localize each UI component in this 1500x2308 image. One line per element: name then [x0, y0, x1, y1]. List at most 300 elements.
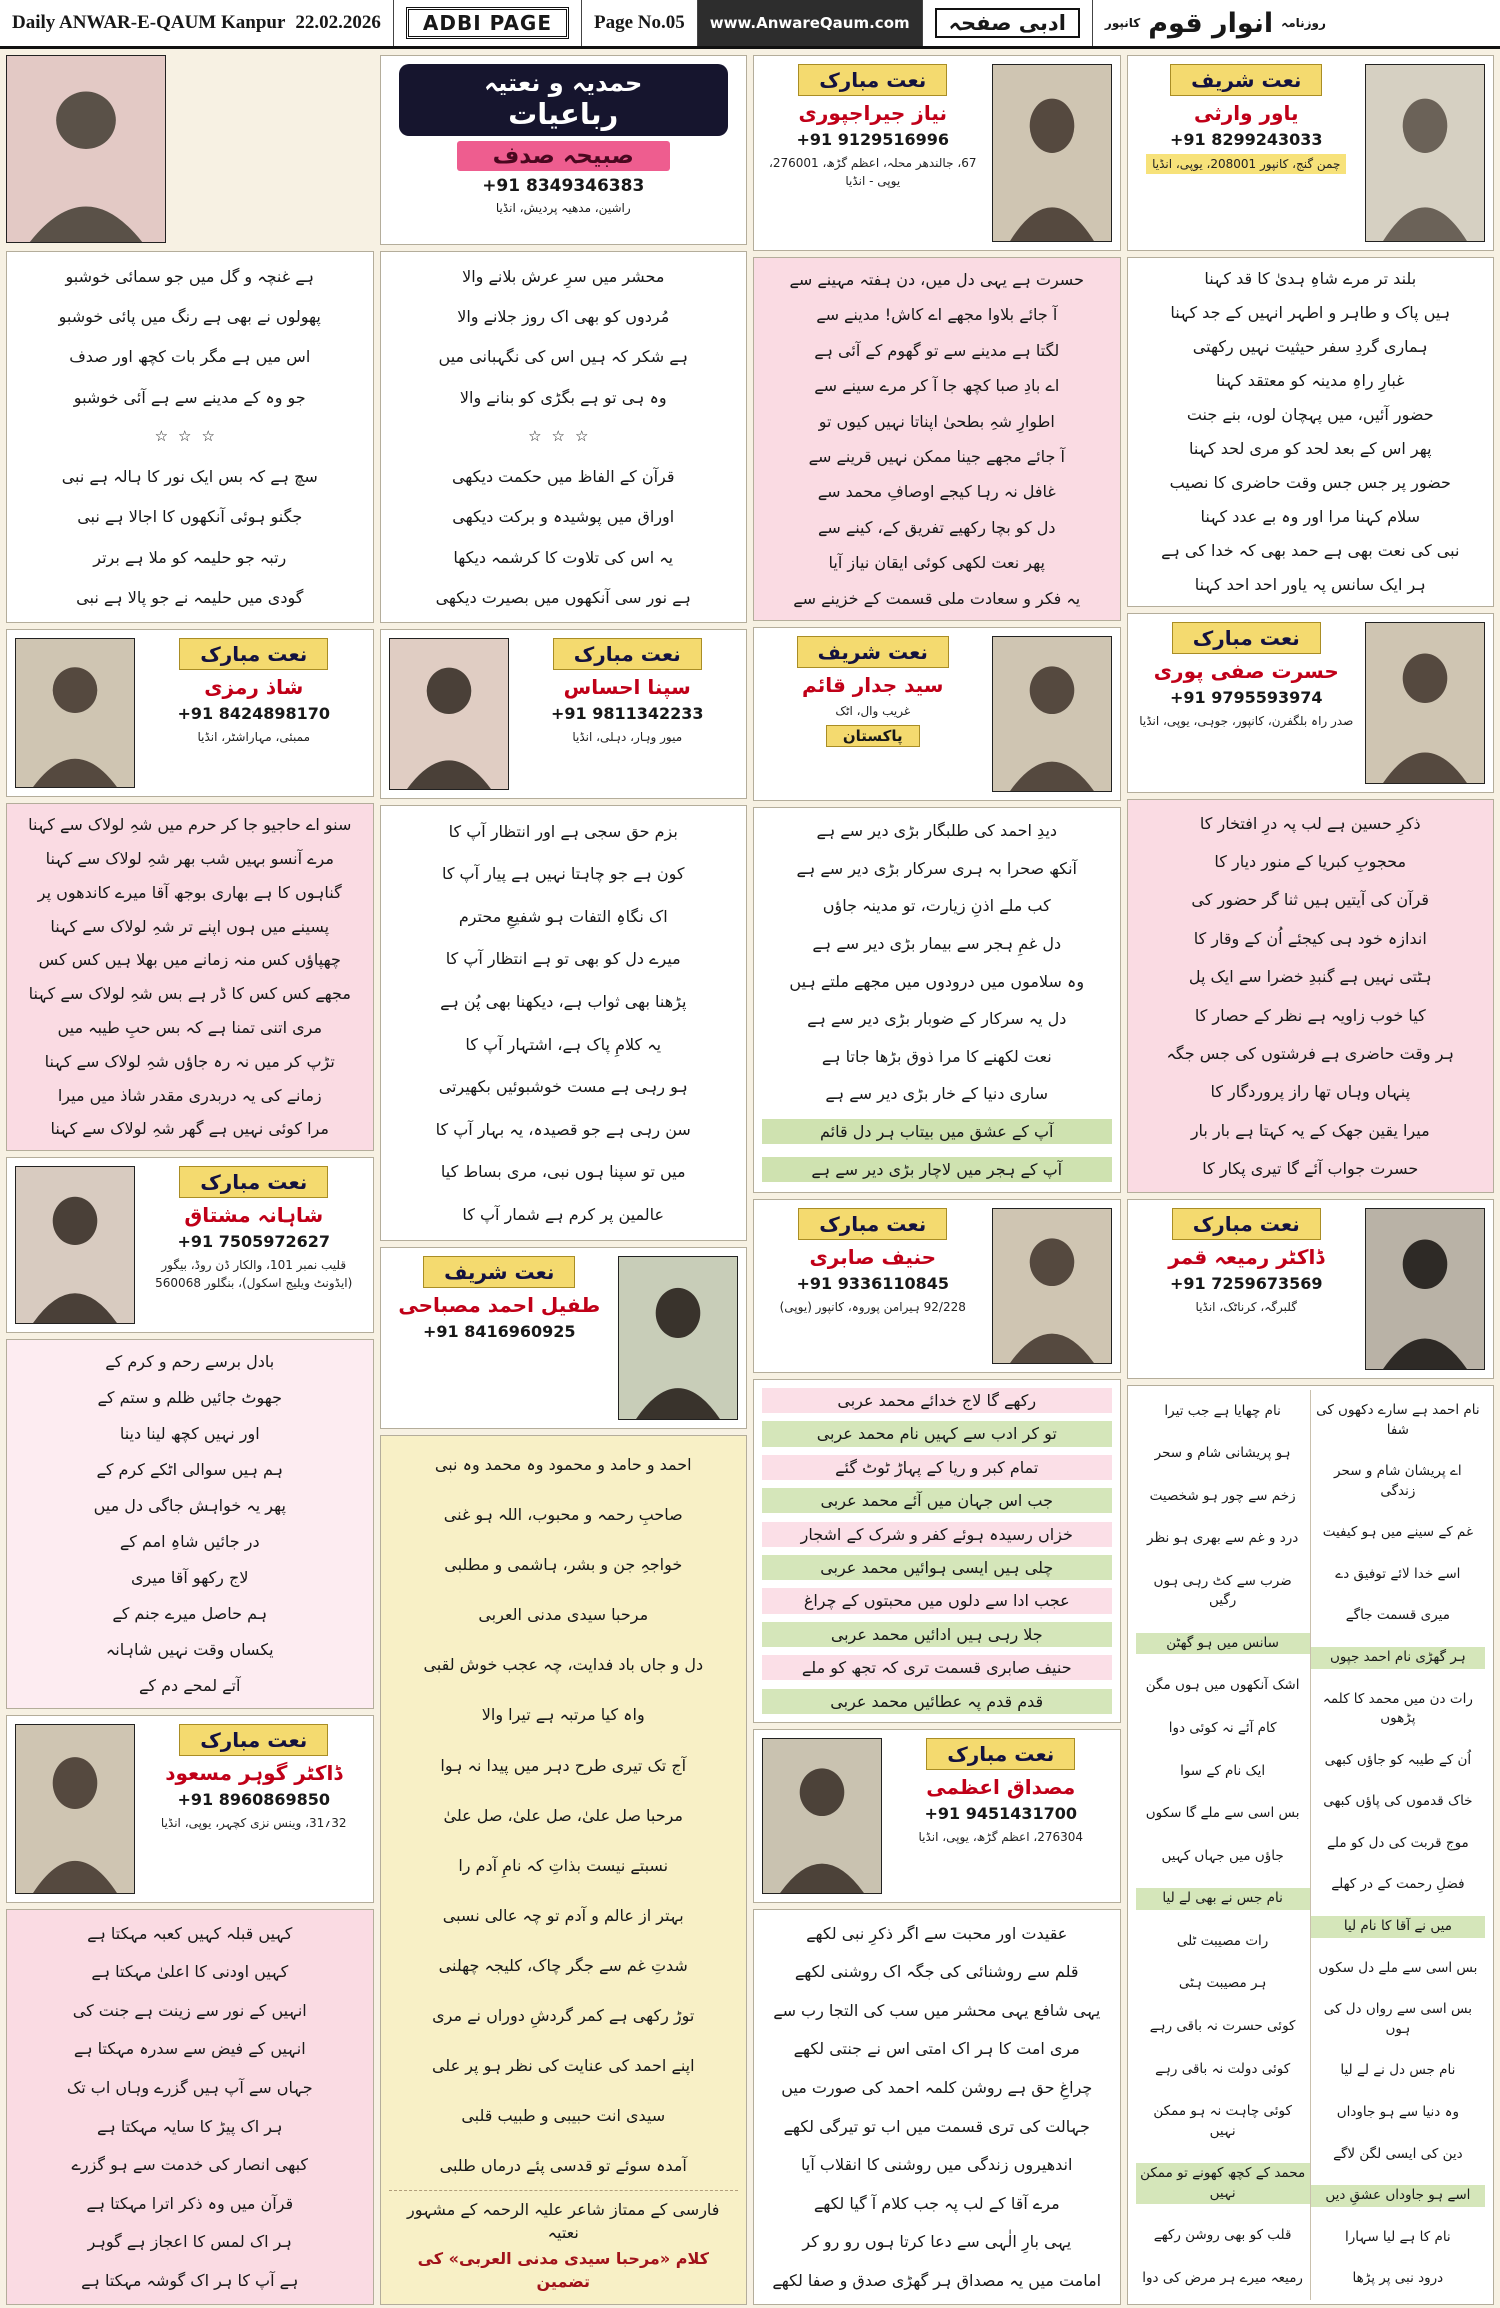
section-label-naat-mubarak: نعت مبارک: [553, 638, 702, 670]
poet-name: نیاز جیراجپوری: [798, 101, 947, 125]
verse-line: کہیں قبلہ کہیں کعبہ مہکتا ہے: [87, 1923, 293, 1943]
verse-line: فضلِ رحمت کے در کھلے: [1331, 1876, 1465, 1893]
verse-line: رتبہ جو حلیمہ کو ملا ہے برتر: [93, 547, 287, 567]
verse-line: آپ کے عشق میں بیتاب ہر دل قائم: [762, 1119, 1112, 1144]
verse-line: چراغِ حق ہے روشن کلمہ احمد کی صورت میں: [781, 2078, 1093, 2098]
section-label-naat-mubarak: نعت مبارک: [926, 1738, 1075, 1770]
verse-line: یہی شافع یہی محشر میں سب کی التجا رب سے: [773, 2000, 1101, 2020]
verse-line: دل کو بچا رکھیے تفریق کے، کینے سے: [817, 517, 1056, 537]
verse-line: میری قسمت جاگے: [1345, 1607, 1450, 1624]
poem-verses: [15, 1344, 365, 1704]
poet-phone: +91 9811342233: [550, 704, 704, 723]
section-label-naat-sharif: نعت شریف: [1170, 64, 1322, 96]
verse-line: موج قربت کی دل کو ملے: [1326, 1834, 1469, 1851]
verse-line: ہم حاصل میرے جنم کے: [112, 1604, 268, 1624]
verse-line: جاؤں میں جہاں کہیں: [1161, 1847, 1284, 1864]
verse-line: امامت میں یہ مصداق ہر گھڑی صدق و صفا لکھے: [772, 2271, 1102, 2291]
verse-line: ضرب سے کٹ رہی ہوں رگیں: [1153, 1572, 1292, 1609]
poet-photo-yawar: [1365, 64, 1485, 242]
verse-line: کبھی انصار کی خدمت سے ہو گزرے: [71, 2155, 309, 2175]
verse-line: پھر نعت لکھی کوئی ایقان نیاز آیا: [828, 553, 1045, 573]
paper-name: Daily ANWAR-E-QAUM Kanpur: [12, 12, 286, 33]
verse-line: بہتر از عالم و آدم تو چہ عالی نسبی: [442, 1905, 684, 1925]
verse-line: ہے نور سی آنکھوں میں بصیرت دیکھی: [435, 588, 691, 608]
poet-address: ممبئی، مہاراشٹر، انڈیا: [197, 730, 310, 744]
poet-info: [1136, 64, 1358, 242]
poem-verses: [15, 808, 365, 1146]
featured-title: [399, 64, 728, 136]
poem-verses: [1136, 804, 1486, 1188]
verse-line: انہیں کے نور سے زینت ہے جنت کی: [72, 2000, 307, 2020]
verse-line: ہو پریشانی شام و سحر: [1154, 1445, 1291, 1462]
poet-info: [389, 1256, 611, 1420]
verse-line: سچ ہے کہ بس ایک نور کا ہالہ ہے نبی: [61, 467, 318, 487]
verse-line: ہیں پاک و طاہر و اطہر انہیں کے جد کہنا: [1170, 303, 1451, 323]
poem-footnote: [389, 2190, 739, 2300]
verse-line: توڑ رکھی ہے کمر گردشِ دوراں نے مری: [432, 2005, 695, 2025]
verse-line: بس اسی سے رواں دل کی ہوں: [1323, 2001, 1472, 2037]
verse-line: حنیف صابری قسمت تری کہ تجھ کو ملے: [762, 1655, 1112, 1680]
verse-line: میں نے آقا کا نام لیا: [1311, 1916, 1485, 1938]
verse-line: آتے لمحے دم کے: [139, 1676, 241, 1696]
masthead-suffix: کانپور: [1104, 16, 1141, 30]
urdu-masthead: [1093, 0, 1500, 46]
verse-line: وہ سلاموں میں درودوں میں مجھے ملتے ہیں: [789, 971, 1085, 991]
poet-address: میور وہار، دہلی، انڈیا: [572, 730, 683, 744]
featured-poet-address: راشین، مدھیہ پردیش، انڈیا: [495, 201, 631, 215]
poem-verses: [389, 1440, 739, 2190]
poet-card-niaz-jirajpuri: [753, 55, 1121, 251]
verse-line: کام آئے نہ کوئی دوا: [1168, 1720, 1277, 1736]
verse-line: یہ اس کی تلاوت کا کرشمہ دیکھا: [453, 547, 674, 567]
verse-line: اے پریشان شام و سحر زندگی: [1334, 1463, 1462, 1499]
stars-divider: ☆☆☆: [154, 427, 225, 446]
poet-info: [762, 1208, 984, 1364]
verse-line: سنو اے حاجیو جا کر حرم میں شہِ لولاک سے کہنا: [28, 815, 352, 835]
verse-line: احمد و حامد و محمود وہ محمد وہ نبی: [434, 1455, 692, 1475]
verse-line: مجھے کس کس کا ڈر ہے بس شہِ لولاک سے کہنا: [28, 984, 351, 1004]
verse-line: خاک قدموں کی پاؤں کبھی: [1323, 1793, 1473, 1810]
verse-line: قرآن کی آیتیں ہیں ثنا گر حضور کی: [1191, 890, 1430, 910]
poet-address: غریب وال، اٹک: [835, 704, 911, 718]
verse-line: قلب کو بھی روشن رکھے: [1153, 2227, 1292, 2244]
verse-line: کوئی دولت نہ باقی رہے: [1155, 2060, 1291, 2077]
column-2: [380, 55, 748, 2305]
poet-address: چمن گنج، کانپور 208001، یوپی، انڈیا: [1146, 154, 1346, 174]
verse-line: مرا کوئی نہیں ہے گھر شہِ لولاک سے کہنا: [50, 1119, 329, 1139]
verse-line: آج تک تیری طرح دہر میں پیدا نہ ہوا: [440, 1755, 687, 1775]
verse-line: اوراق میں پوشیدہ و برکت دیکھی: [452, 507, 675, 527]
verse-line: اندھیروں زندگی میں روشنی کا انقلاب آیا: [801, 2155, 1073, 2175]
verse-line: اک نگاہِ التفات ہو شفیعِ محترم: [458, 906, 668, 926]
poem-rameesa-qamar: [1127, 1385, 1495, 2305]
verse-line: زمانے کی یہ دربدری مقدر شاذ میں میرا: [57, 1085, 322, 1105]
verse-line: جھوٹ جائیں ظلم و ستم کے: [97, 1388, 283, 1408]
poet-photo-rameesa: [1365, 1208, 1485, 1370]
poet-address: گلبرگہ، کرناٹک، انڈیا: [1195, 1300, 1297, 1314]
verse-line: مری امت کا ہر اک امتی اس نے جنتی لکھے: [793, 2039, 1080, 2059]
verse-line: سیدی انت حبیبی و طبیب قلبی: [461, 2105, 666, 2125]
poet-name: شاہانہ مشتاق: [184, 1203, 324, 1227]
verse-line: ہر اک پیڑ کا سایہ مہکتا ہے: [97, 2116, 283, 2136]
verse-line: بلند تر مرے شاہِ ہدیٰ کا قد کہنا: [1204, 269, 1417, 289]
poet-country: پاکستان: [826, 725, 920, 747]
verse-line: لاج رکھو آقا میری: [131, 1568, 249, 1588]
verse-line: اندازہ خود ہی کیجئے اُن کے وقار کا: [1193, 928, 1427, 948]
verse-line: ہر وقت حاضری ہے فرشتوں کی جس جگہ: [1166, 1043, 1454, 1063]
verse-line: عجب ادا سے دلوں میں محبتوں کے چراغ: [762, 1588, 1112, 1613]
verse-line: اطوارِ شہِ بطحیٰ اپناتا نہیں کیوں تو: [818, 411, 1055, 431]
poet-photo-tufail: [618, 1256, 738, 1420]
poet-address: 276304، اعظم گڑھ، یوپی، انڈیا: [918, 1830, 1084, 1844]
verse-line: غم کے سینے میں ہو کیفیت: [1322, 1524, 1474, 1541]
verse-line: پنہاں وہاں تھا راز پروردگار کا: [1210, 1082, 1411, 1102]
poem-verses: [762, 1384, 1112, 1718]
featured-poet-name: صبیحہ صدف: [457, 141, 670, 171]
poet-photo-shahana: [15, 1166, 135, 1324]
verse-line: درود نبی پر پڑھا: [1352, 2270, 1444, 2287]
poet-name: یاور وارثی: [1194, 101, 1299, 125]
poet-address: قلیب نمبر 101، والکار ڈن روڈ، بیگور (ایڈونٹ ویلیج اسکول)، بنگلور 560068: [155, 1258, 353, 1290]
verse-line: نام احمد ہے سارے دکھوں کی شفا: [1316, 1402, 1480, 1438]
verse-line: یہ کلامِ پاک ہے، اشتہار آپ کا: [465, 1034, 662, 1054]
poem-verses: [762, 262, 1112, 616]
verse-line: سن رہی ہے جو قصیدہ، یہ بہار آپ کا: [435, 1119, 691, 1139]
person-silhouette-icon: [390, 639, 508, 789]
verse-line: دل یہ سرکار کے ضوبار بڑی دیر سے ہے: [807, 1009, 1067, 1029]
verse-line: کہیں اودنی کا اعلیٰ مہکتا ہے: [91, 1962, 289, 1982]
website-link[interactable]: www.AnwareQaum.com: [698, 0, 923, 46]
poem-verses: [762, 812, 1112, 1188]
urdu-page-title-cell: [923, 0, 1093, 46]
verse-line: ہٹتی نہیں ہے گنبدِ خضرا سے ایک پل: [1188, 967, 1432, 987]
verse-line: فارسی کے ممتاز شاعر علیہ الرحمہ کے مشہور نعتیہ: [407, 2200, 720, 2243]
verse-line: ہے شکر کہ ہیں اس کی نگہبانی میں: [438, 347, 688, 367]
page-header: [0, 0, 1500, 49]
poet-phone: +91 9451431700: [924, 1804, 1078, 1823]
poet-address: 67، جالندھر محلہ، اعظم گڑھ، 276001، یوپی - انڈیا: [769, 156, 977, 188]
poet-phone: +91 9336110845: [796, 1274, 950, 1293]
poem-hasrat-safipuri: [1127, 799, 1495, 1193]
verse-line: سانس میں ہو گھٹن: [1136, 1633, 1310, 1655]
verse-line: مرے آقا کے لب پہ جب کلام آ گیا لکھے: [813, 2193, 1060, 2213]
verse-line: محمد کے کچھ کھونے تو ممکن نہیں: [1136, 2163, 1310, 2204]
poet-info: [143, 1724, 365, 1894]
adbi-page-label: ADBI PAGE: [406, 7, 569, 39]
verse-line: زخم سے چور ہو شخصیت: [1149, 1487, 1296, 1504]
poem-tufail-misbahi: [380, 1435, 748, 2305]
section-label-naat-sharif: نعت شریف: [423, 1256, 575, 1288]
verse-line: پھر یہ خواہش جاگی دل میں: [93, 1496, 286, 1516]
poet-info: [143, 1166, 365, 1324]
adbi-page-cell: [394, 0, 582, 46]
person-silhouette-icon: [16, 1725, 134, 1893]
poem-sapna-ehsas: [380, 805, 748, 1241]
poem-verses: [15, 1914, 365, 2300]
poem-two-columns: [1136, 1390, 1486, 2300]
verse-line: اس میں ہے مگر بات کچھ اور صدف: [69, 347, 311, 367]
verse-line: غافل نہ رہا کیجے اوصافِ محمد سے: [817, 482, 1056, 502]
verse-line: قلم سے روشنائی کی جگہ اک روشنی لکھے: [794, 1962, 1079, 1982]
featured-poet-photo-block: [6, 55, 374, 245]
poet-info: [1136, 1208, 1358, 1370]
section-label-naat-mubarak: نعت مبارک: [179, 1166, 328, 1198]
poem-verses: [15, 256, 365, 618]
verse-line: صاحبِ رحمہ و محبوب، اللہ ہو غنی: [443, 1505, 683, 1525]
poet-address: 32؍31، وینس نزی کچہر، یوپی، انڈیا: [160, 1816, 347, 1830]
poet-name: ڈاکٹر رمیعہ قمر: [1168, 1245, 1325, 1269]
person-silhouette-icon: [993, 1209, 1111, 1363]
verse-line: پھر اس کے بعد لحد کو مری لحد کہنا: [1188, 439, 1432, 459]
verse-line: محجوبِ کبریا کے منور دیار کا: [1214, 851, 1407, 871]
verse-line: درد و غم سے بھری ہو نظر: [1147, 1530, 1299, 1547]
poem-gauhar-masood: [6, 1909, 374, 2305]
verse-line: کوئی چاہت نہ ہو ممکن نہیں: [1153, 2103, 1292, 2139]
poem-syed-jarar-qaim: [753, 807, 1121, 1193]
verse-line: آپ کے ہجر میں لاچار بڑی دیر سے ہے: [762, 1157, 1112, 1182]
verse-line: دل و جاں باد فدایت، چہ عجب خوش لقبی: [423, 1655, 704, 1675]
poet-name: شاذ رمزی: [204, 675, 304, 699]
verse-line: حضور پر جس جس وقت حاضری کا نصیب: [1169, 473, 1451, 493]
poet-photo-misdaq: [762, 1738, 882, 1894]
poet-photo-hasrat: [1365, 622, 1485, 784]
poet-phone: +91 8299243033: [1169, 130, 1323, 149]
featured-title-line1: حمدیہ و نعتیہ: [484, 69, 643, 97]
stars-divider: ☆☆☆: [528, 427, 599, 446]
verse-line: رمیعہ میرے ہر مرض کی دوا: [1142, 2269, 1303, 2286]
verse-line: نبی کی نعت بھی ہے حمد بھی کہ خدا کی ہے: [1161, 541, 1460, 561]
masthead-logo: انوار قوم: [1148, 7, 1274, 39]
person-silhouette-icon: [993, 65, 1111, 241]
poet-info: [1136, 622, 1358, 784]
verse-line: اسے خدا لائے توفیق دے: [1335, 1565, 1461, 1582]
verse-line: اشک آنکھوں میں ہوں مگن: [1145, 1677, 1300, 1694]
verse-line: ذکرِ حسین ہے لب پہ درِ افتخار کا: [1199, 813, 1421, 833]
poet-name: مصداق اعظمی: [926, 1775, 1076, 1799]
poet-phone: +91 8416960925: [422, 1322, 576, 1341]
verse-line: یکساں وقت نہیں شاہانہ: [105, 1640, 274, 1660]
verse-line: دیدِ احمد کی طلبگار بڑی دیر سے ہے: [816, 821, 1058, 841]
verse-line: اے بادِ صبا کچھ جا آ کر مرے سینے سے: [814, 376, 1060, 396]
verse-line: رکھے گا لاج خدائے محمد عربی: [762, 1388, 1112, 1413]
verse-line: قرآن میں وہ ذکر اترا مہکتا ہے: [86, 2193, 294, 2213]
verse-line: جہالت کی تری قسمت میں اب تو تیرگی لکھے: [783, 2116, 1090, 2136]
verse-line: ہماری گردِ سفر حیثیت نہیں رکھتی: [1192, 337, 1428, 357]
poet-card-shahana-mushtaq: [6, 1157, 374, 1333]
verse-line: آمدہ سوئے تو قدسی پئے درماں طلبی: [439, 2155, 687, 2175]
issue-date: 22.02.2026: [295, 12, 381, 33]
urdu-page-title: ادبی صفحہ: [935, 8, 1080, 38]
verse-line: پڑھنا بھی ثواب ہے، دیکھنا بھی پُن ہے: [440, 992, 687, 1012]
verse-line: کوئی حسرت نہ باقی رہے: [1149, 2017, 1296, 2034]
verse-line: شدتِ غم سے جگر چاک، کلیجہ چھلنی: [438, 1955, 688, 1975]
verse-line: ہر ایک سانس پہ یاور احد احد کہنا: [1194, 575, 1426, 595]
poem-verses: [1136, 262, 1486, 602]
poet-photo-niaz: [992, 64, 1112, 242]
poet-card-syed-jarar-qaim: [753, 627, 1121, 801]
column-3: [753, 55, 1121, 2305]
poet-address: 92/228 ہیرامن پوروہ، کانپور (یوپی): [779, 1300, 966, 1314]
person-silhouette-icon: [993, 637, 1111, 791]
verse-line: لگتا ہے مدینے سے تو گھوم کے آئی ہے: [814, 340, 1060, 360]
verse-line: میرا یقین جھک کے یہ کہتا ہے بار بار: [1190, 1120, 1430, 1140]
poet-card-hanif-sabri: [753, 1199, 1121, 1373]
section-label-naat-mubarak: نعت مبارک: [798, 1208, 947, 1240]
poet-phone: +91 7259673569: [1169, 1274, 1323, 1293]
poet-name: سپنا احساس: [563, 675, 691, 699]
verse-line: قدم قدم پہ عطائیں محمد عربی: [762, 1689, 1112, 1714]
poet-name: ڈاکٹر گوہر مسعود: [165, 1761, 343, 1785]
person-silhouette-icon: [619, 1257, 737, 1419]
verse-line: ہو رہی ہے مست خوشبوئیں بکھیرتی: [438, 1077, 688, 1097]
verse-line: انہیں کے فیض سے سدرہ مہکتا ہے: [73, 2039, 306, 2059]
verse-line: سلام کہنا مرا اور وہ بے عدد کہنا: [1200, 507, 1421, 527]
poet-info: [762, 636, 984, 792]
poet-address: صدر راہ بلگفرن، کانپور، جوہی، یوپی، انڈیا: [1139, 714, 1354, 728]
verse-line: یہی بارِ الٰہی سے دعا کرتا ہوں رو رو کر: [802, 2232, 1072, 2252]
verse-line: یہ فکر و سعادت ملی قسمت کے خزینے سے: [793, 588, 1081, 608]
poet-card-yawar-warsi: [1127, 55, 1495, 251]
poet-info: [517, 638, 739, 790]
verse-line: دل غمِ ہجر سے بیمار بڑی دیر سے ہے: [812, 933, 1062, 953]
poem-verses: [389, 810, 739, 1236]
section-label-naat-mubarak: نعت مبارک: [1172, 622, 1321, 654]
featured-title-line2: رباعیات: [508, 97, 619, 131]
poem-verses: [762, 1914, 1112, 2300]
person-silhouette-icon: [1366, 623, 1484, 783]
content-grid: [0, 49, 1500, 2308]
verse-line: اور نہیں کچھ لینا دینا: [119, 1424, 260, 1444]
masthead-prefix: روزنامہ: [1281, 16, 1326, 30]
masthead-english: [0, 0, 394, 46]
featured-section-header: [380, 55, 748, 245]
verse-line: آنکھ صحرا بہ ہری سرکار بڑی دیر سے ہے: [796, 858, 1077, 878]
poet-phone: +91 9795593974: [1169, 688, 1323, 707]
verse-line: اُن کے طیبہ کو جاؤں کبھی: [1324, 1751, 1472, 1768]
verse-line: گناہوں کا ہے بھاری بوجھ آقا میرے کاندھوں پر: [37, 882, 342, 902]
verse-line: جہاں سے آپ ہیں گزرے وہاں اب تک: [66, 2078, 313, 2098]
poet-phone: +91 8424898170: [177, 704, 331, 723]
verse-line: محشر میں سرِ عرش بلانے والا: [462, 266, 665, 286]
poem-sabiha-part1: [6, 251, 374, 623]
verse-line: تمام کبر و ریا کے پہاڑ ٹوٹ گئے: [762, 1455, 1112, 1480]
poet-card-sapna-ehsas: [380, 629, 748, 799]
poet-card-rameesa-qamar: [1127, 1199, 1495, 1379]
verse-line: نام جس نے بھی لے لیا: [1136, 1888, 1310, 1910]
featured-poet-phone: +91 8349346383: [482, 176, 645, 196]
verse-line: مرحبا صل علیٰ، صل علیٰ، صل علیٰ: [443, 1805, 683, 1825]
verse-line: آ جائے بلاوا مجھے اے کاش! مدینے سے: [816, 305, 1058, 325]
verse-line: حسرت ہے یہی دل میں، دن ہفتہ مہینے سے: [789, 270, 1084, 290]
poem-verses-right: [1311, 1390, 1485, 2300]
verse-line: جب اس جہان میں آئے محمد عربی: [762, 1488, 1112, 1513]
poet-photo-sapna: [389, 638, 509, 790]
verse-line: تو کر ادب سے کہیں نام محمد عربی: [762, 1421, 1112, 1446]
verse-line: مری اتنی تمنا ہے کہ بس حبِ طیبہ میں: [57, 1018, 323, 1038]
verse-line: گودی میں حلیمہ نے جو پالا ہے نبی: [76, 588, 304, 608]
poet-phone: +91 7505972627: [177, 1232, 331, 1251]
verse-line: خواجہِ جن و بشر، ہاشمی و مطلبی: [444, 1555, 683, 1575]
poet-info: [762, 64, 984, 242]
verse-line: پھولوں نے بھی ہے رنگ میں پائی خوشبو: [58, 306, 321, 326]
verse-line: واہ کیا مرتبہ ہے تیرا والا: [481, 1705, 645, 1725]
verse-line: ساری دنیا کے خار بڑی دیر سے ہے: [825, 1084, 1049, 1104]
poem-verses: [389, 256, 739, 618]
verse-line: مرے آنسو بہیں شب بھر شہِ لولاک سے کہنا: [45, 849, 334, 869]
poet-photo-gauhar: [15, 1724, 135, 1894]
verse-line: ہے غنچہ و گل میں جو سمائی خوشبو: [65, 266, 314, 286]
verse-line: وہ دنیا سے ہو جاوداں: [1336, 2103, 1460, 2120]
verse-line: ہے آپ کا ہر اک گوشہ مہکتا ہے: [81, 2271, 299, 2291]
person-silhouette-icon: [16, 1167, 134, 1323]
verse-line: کلام «مرحبا سیدی مدنی العربی» کی تضمین: [417, 2248, 709, 2291]
verse-line: مرحبا سیدی مدنی العربی: [478, 1605, 649, 1625]
poet-photo-jarar: [992, 636, 1112, 792]
verse-line: مُردوں کو بھی اک روز جلانے والا: [457, 306, 670, 326]
verse-line: رات مصیبت ٹلی: [1176, 1932, 1269, 1949]
page-number: Page No.05: [582, 0, 698, 46]
verse-line: کب ملے اذنِ زیارت، تو مدینہ جاؤں: [822, 896, 1051, 916]
verse-line: تڑپ کر میں نہ رہ جاؤں شہِ لولاک سے کہنا: [44, 1051, 335, 1071]
verse-line: جلا رہی ہیں ادائیں محمد عربی: [762, 1622, 1112, 1647]
verse-line: وہ ہی تو ہے بگڑی کو بنانے والا: [459, 387, 667, 407]
verse-line: چلی ہیں ایسی ہوائیں محمد عربی: [762, 1555, 1112, 1580]
verse-line: در جائیں شاہِ امم کے: [119, 1532, 260, 1552]
poem-misdaq-azmi: [753, 1909, 1121, 2305]
poet-name: حسرت صفی پوری: [1153, 659, 1339, 683]
poem-shahana-mushtaq: [6, 1339, 374, 1709]
poet-photo-shaz: [15, 638, 135, 788]
poet-card-hasrat-safipuri: [1127, 613, 1495, 793]
verse-line: نسبتے نیست بذاتِ کہ نامِ آدم را: [458, 1855, 669, 1875]
verse-line: کیا خوب زاویہ ہے نظر کے حصار کا: [1194, 1005, 1426, 1025]
verse-line: میں تو سپنا ہوں نبی، مری بساط کیا: [440, 1162, 686, 1182]
poet-name: سید جدار قائم: [802, 673, 944, 697]
verse-line: قرآن کے الفاظ میں حکمت دیکھی: [451, 467, 675, 487]
verse-line: ہر گھڑی نام احمد جپوں: [1311, 1647, 1485, 1669]
person-silhouette-icon: [16, 639, 134, 787]
poet-name: حنیف صابری: [809, 1245, 937, 1269]
poet-card-tufail-misbahi: [380, 1247, 748, 1429]
verse-line: خزاں رسیدہ ہوئے کفر و شرک کے اشجار: [762, 1522, 1112, 1547]
poet-card-shaz-ramzi: [6, 629, 374, 797]
poem-yawar-warsi: [1127, 257, 1495, 607]
verse-line: جگنو ہوئی آنکھوں کا اجالا ہے نبی: [77, 507, 303, 527]
poem-verses-left: [1136, 1390, 1311, 2300]
verse-line: حسرت جواب آئے گا تیری پکار کا: [1202, 1159, 1419, 1179]
poet-card-misdaq-azmi: [753, 1729, 1121, 1903]
poet-phone: +91 8960869850: [177, 1790, 331, 1809]
poet-info: [143, 638, 365, 788]
person-silhouette-icon: [763, 1739, 881, 1893]
verse-line: عقیدت اور محبت سے اگر ذکرِ نبی لکھے: [806, 1923, 1068, 1943]
verse-line: نام چھایا ہے جب تیرا: [1164, 1402, 1281, 1419]
verse-line: ہر اک لمس کا اعجاز ہے گوہر: [87, 2232, 292, 2252]
poem-hanif-sabri: [753, 1379, 1121, 1723]
section-label-naat-mubarak: نعت مبارک: [1172, 1208, 1321, 1240]
verse-line: بس اسی سے ملے گا سکوں: [1145, 1805, 1300, 1822]
verse-line: پسینے میں ہوں اپنے تر شہِ لولاک سے کہنا: [50, 916, 330, 936]
poet-info: [890, 1738, 1112, 1894]
section-label-naat-mubarak: نعت مبارک: [179, 1724, 328, 1756]
verse-line: رات دن میں محمد کا کلمہ پڑھوں: [1322, 1690, 1473, 1727]
verse-line: نام جس دل نے لے لیا: [1340, 2062, 1456, 2079]
section-label-naat-sharif: نعت شریف: [797, 636, 949, 668]
section-label-naat-mubarak: نعت مبارک: [179, 638, 328, 670]
verse-line: عالمین پر کرم ہے شمار آپ کا: [462, 1205, 665, 1225]
verse-line: اسے ہو جاوداں عشقِ دیں: [1311, 2185, 1485, 2207]
person-silhouette-icon: [7, 56, 165, 242]
